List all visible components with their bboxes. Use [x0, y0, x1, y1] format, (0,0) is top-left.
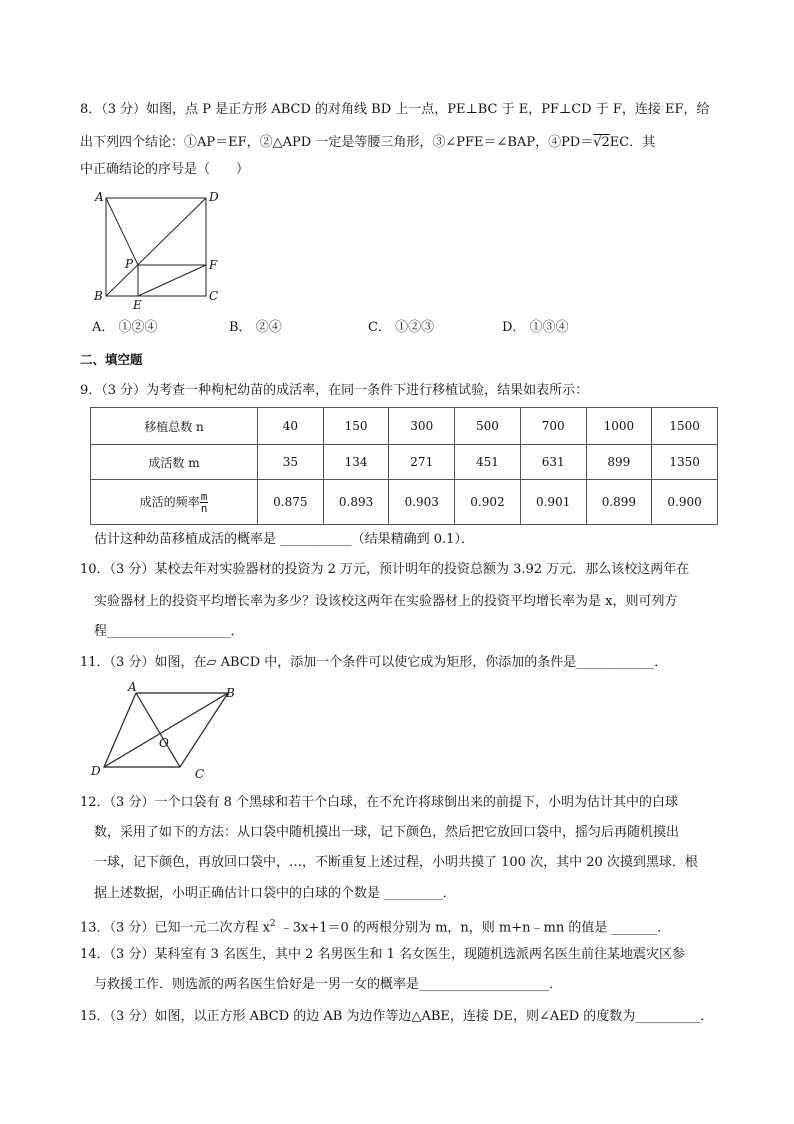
- q9-line-2: 估计这种幼苗移植成活的概率是 ___________（结果精确到 0.1）．: [94, 532, 474, 547]
- label-d: D: [209, 190, 219, 204]
- table-cell: 271: [389, 445, 455, 480]
- table-cell: 35: [258, 445, 324, 480]
- segment-ap: [106, 198, 138, 265]
- table-cell: 300: [389, 408, 455, 445]
- q8-radical: √2: [593, 135, 610, 150]
- label-a: A: [95, 190, 104, 204]
- q12-line-2: 数，采用了如下的方法：从口袋中随机摸出一球，记下颜色，然后把它放回口袋中，摇匀后再随机摸出: [94, 825, 680, 840]
- q11-line-1: 11．（3 分）如图，在▱ ABCD 中，添加一个条件可以使它成为矩形，你添加的条件是____________．: [80, 655, 668, 670]
- q14-line-1: 14．（3 分）某科室有 3 名医生，其中 2 名男医生和 1 名女医生，现随机选派两名医生前往某地震灾区参: [80, 947, 686, 962]
- choice-c: [368, 318, 434, 338]
- table-row-n: [91, 408, 718, 445]
- table-row-freq: [91, 480, 718, 525]
- q13-text-b: ﹣3x+1＝0 的两根分别为 m，n，则 m+n﹣mn 的值是 _______．: [275, 920, 670, 936]
- diagonal-ac: [136, 693, 180, 767]
- fraction-numerator: m: [200, 489, 208, 503]
- q13-text-a: 13．（3 分）已知一元二次方程 x: [80, 920, 270, 936]
- table-cell: 150: [323, 408, 389, 445]
- table-cell: 700: [520, 408, 586, 445]
- diagonal-bd: [104, 693, 228, 767]
- label-c: C: [209, 289, 219, 303]
- label-c: C: [195, 767, 205, 780]
- q15-line-1: 15．（3 分）如图，以正方形 ABCD 的边 AB 为边作等边△ABE，连接 DE，则∠AED 的度数为__________．: [80, 1009, 714, 1024]
- q8-line-2b: EC．其: [609, 135, 656, 150]
- choice-d-letter: D．: [502, 320, 526, 335]
- choice-d-text: ①③④: [529, 320, 569, 335]
- choice-c-text: ①②③: [395, 320, 435, 335]
- q9-table: [90, 407, 718, 525]
- choice-b-text: ②④: [255, 320, 282, 335]
- table-cell: 0.899: [586, 480, 652, 525]
- q12-line-4: 据上述数据，小明正确估计口袋中的白球的个数是 _________．: [94, 886, 456, 901]
- q8-line-2: [80, 133, 655, 153]
- table-cell: 0.903: [389, 480, 455, 525]
- table-cell: 1500: [652, 408, 718, 445]
- q8-line-2a: 出下列四个结论：①AP＝EF，②△APD 一定是等腰三角形，③∠PFE＝∠BAP，④PD＝: [80, 135, 594, 150]
- label-o: O: [159, 736, 169, 750]
- table-cell: 500: [455, 408, 521, 445]
- fraction-denominator: n: [200, 501, 208, 515]
- choice-b-letter: B．: [229, 320, 252, 335]
- q8-line-3: 中正确结论的序号是（ ）: [80, 162, 250, 177]
- table-cell: 0.893: [323, 480, 389, 525]
- section-title: 二、填空题: [80, 352, 143, 367]
- table-cell: 134: [323, 445, 389, 480]
- row-label-m: 成活数 m: [91, 445, 258, 480]
- choice-c-letter: C．: [368, 320, 391, 335]
- freq-label-text: 成活的频率: [139, 494, 200, 509]
- label-b: B: [94, 289, 103, 303]
- q10-line-2: 实验器材上的投资平均增长率为多少？设该校这两年在实验器材上的投资平均增长率为是 x，则可列方: [94, 594, 678, 609]
- q9-line-1: 9．（3 分）为考查一种枸杞幼苗的成活率，在同一条件下进行移植试验，结果如表所示：: [80, 383, 589, 398]
- table-row-m: [91, 445, 718, 480]
- q12-line-3: 一球，记下颜色，再放回口袋中，…，不断重复上述过程，小明共摸了 100 次，其中 20 次摸到黑球．根: [94, 855, 698, 870]
- q14-line-2: 与救援工作．则选派的两名医生恰好是一男一女的概率是____________________．: [94, 977, 563, 992]
- q10-line-1: 10．（3 分）某校去年对实验器材的投资为 2 万元，预计明年的投资总额为 3.92 万元．那么该校这两年在: [80, 562, 690, 577]
- table-cell: 631: [520, 445, 586, 480]
- label-p: P: [125, 257, 134, 271]
- choice-b: [229, 318, 282, 338]
- label-f: F: [209, 258, 218, 272]
- choice-a: [92, 318, 158, 338]
- q8-line-1: 8．（3 分）如图，点 P 是正方形 ABCD 的对角线 BD 上一点，PE⊥BC 于 E，PF⊥CD 于 F，连接 EF，给: [80, 102, 710, 117]
- segment-ef: [138, 265, 206, 296]
- table-cell: 0.875: [258, 480, 324, 525]
- choice-d: [502, 318, 569, 338]
- table-cell: 451: [455, 445, 521, 480]
- diagonal-bd: [106, 198, 206, 296]
- table-cell: 0.902: [455, 480, 521, 525]
- label-e: E: [133, 298, 142, 312]
- fraction-m-over-n: [200, 491, 209, 514]
- q13-exponent: 2: [269, 919, 276, 929]
- q13-line-1: [80, 914, 670, 938]
- q12-line-1: 12．（3 分）一个口袋有 8 个黑球和若干个白球，在不允许将球倒出来的前提下，小明为估计其中的白球: [80, 795, 678, 810]
- label-b: B: [226, 686, 235, 700]
- table-cell: 899: [586, 445, 652, 480]
- choice-a-text: ①②④: [118, 320, 158, 335]
- label-a: A: [128, 680, 137, 694]
- table-cell: 40: [258, 408, 324, 445]
- label-d: D: [91, 764, 101, 778]
- q10-line-3: 程___________________．: [94, 624, 244, 639]
- table-cell: 0.900: [652, 480, 718, 525]
- row-label-freq: [91, 480, 258, 525]
- table-cell: 0.901: [520, 480, 586, 525]
- q11-figure: [88, 680, 248, 780]
- table-cell: 1000: [586, 408, 652, 445]
- choice-a-letter: A．: [92, 320, 115, 335]
- table-cell: 1350: [652, 445, 718, 480]
- row-label-n: 移植总数 n: [91, 408, 258, 445]
- q8-figure: [92, 188, 222, 312]
